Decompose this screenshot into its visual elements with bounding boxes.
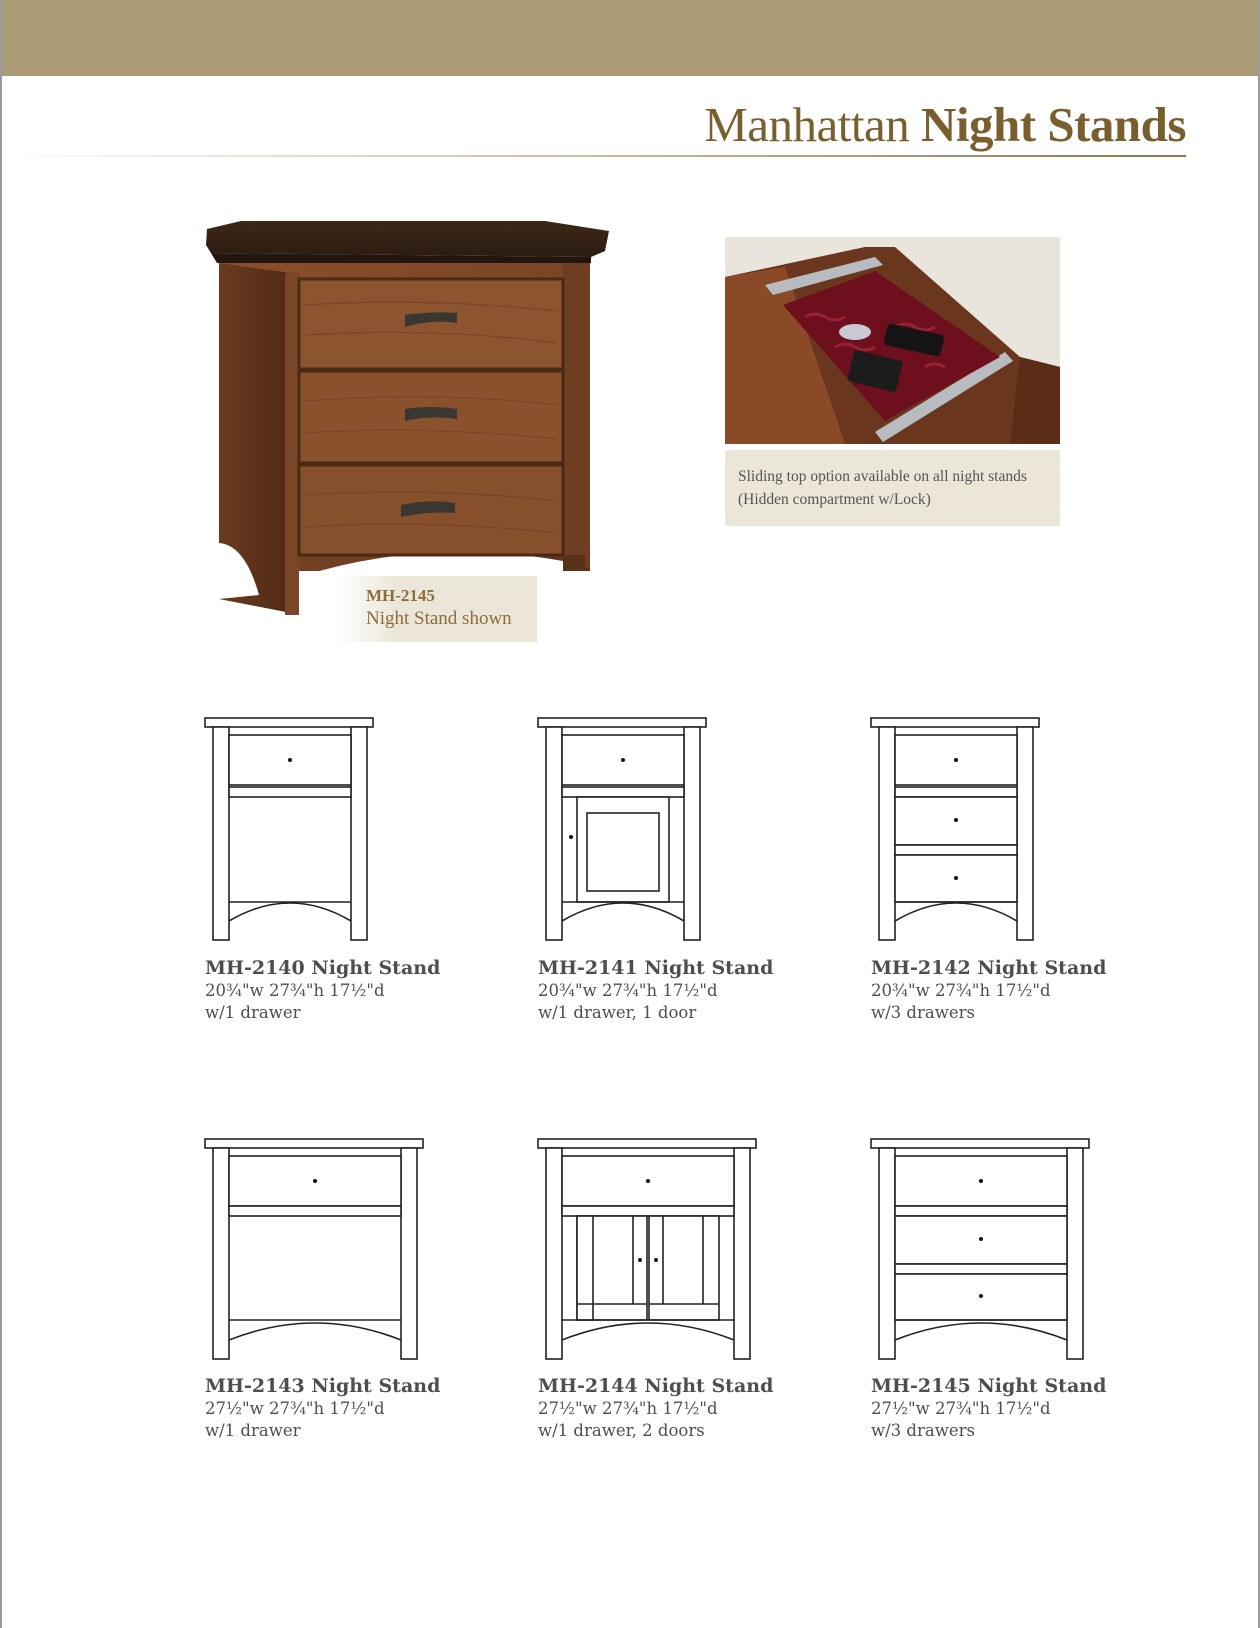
product-mh-2141 — [538, 956, 838, 1024]
product-description: w/1 drawer, 2 doors — [538, 1421, 705, 1440]
note-line-2: (Hidden compartment w/Lock) — [738, 491, 931, 508]
product-description: w/3 drawers — [871, 1421, 975, 1440]
mh-2145-drawing — [870, 1138, 1092, 1362]
product-name: MH-2143 Night Stand — [205, 1375, 441, 1397]
product-mh-2144 — [538, 1374, 838, 1442]
product-dimensions: 20¾"w 27¾"h 17½"d — [205, 981, 385, 1000]
product-dimensions: 20¾"w 27¾"h 17½"d — [871, 981, 1051, 1000]
sliding-top-note — [725, 450, 1060, 526]
night-stand-photo — [205, 215, 615, 625]
page-border-left — [0, 0, 2, 1628]
product-description: w/3 drawers — [871, 1003, 975, 1022]
hidden-compartment-photo — [725, 237, 1060, 444]
mh-2140-drawing — [204, 717, 376, 943]
mh-2143-drawing — [204, 1138, 426, 1362]
product-mh-2142 — [871, 956, 1171, 1024]
title-bold: Night Stands — [921, 97, 1186, 152]
product-description: w/1 drawer — [205, 1421, 301, 1440]
mh-2141-drawing — [537, 717, 709, 943]
mh-2142-drawing — [870, 717, 1042, 943]
title-light: Manhattan — [704, 97, 910, 152]
product-mh-2143 — [205, 1374, 505, 1442]
product-dimensions: 27½"w 27¾"h 17½"d — [538, 1399, 718, 1418]
page-title — [704, 96, 1186, 153]
product-name: MH-2144 Night Stand — [538, 1375, 774, 1397]
featured-model: MH-2145 — [366, 586, 435, 605]
product-name: MH-2141 Night Stand — [538, 957, 774, 979]
product-dimensions: 27½"w 27¾"h 17½"d — [871, 1399, 1051, 1418]
product-name: MH-2142 Night Stand — [871, 957, 1107, 979]
product-dimensions: 27½"w 27¾"h 17½"d — [205, 1399, 385, 1418]
header-band — [0, 0, 1260, 76]
product-name: MH-2145 Night Stand — [871, 1375, 1107, 1397]
featured-caption-text: Night Stand shown — [366, 608, 512, 629]
product-description: w/1 drawer — [205, 1003, 301, 1022]
featured-caption — [336, 576, 537, 642]
product-mh-2140 — [205, 956, 505, 1024]
product-description: w/1 drawer, 1 door — [538, 1003, 697, 1022]
title-rule — [4, 155, 1186, 157]
note-line-1: Sliding top option available on all night stands — [738, 468, 1027, 485]
product-name: MH-2140 Night Stand — [205, 957, 441, 979]
product-dimensions: 20¾"w 27¾"h 17½"d — [538, 981, 718, 1000]
mh-2144-drawing — [537, 1138, 759, 1362]
product-mh-2145 — [871, 1374, 1171, 1442]
